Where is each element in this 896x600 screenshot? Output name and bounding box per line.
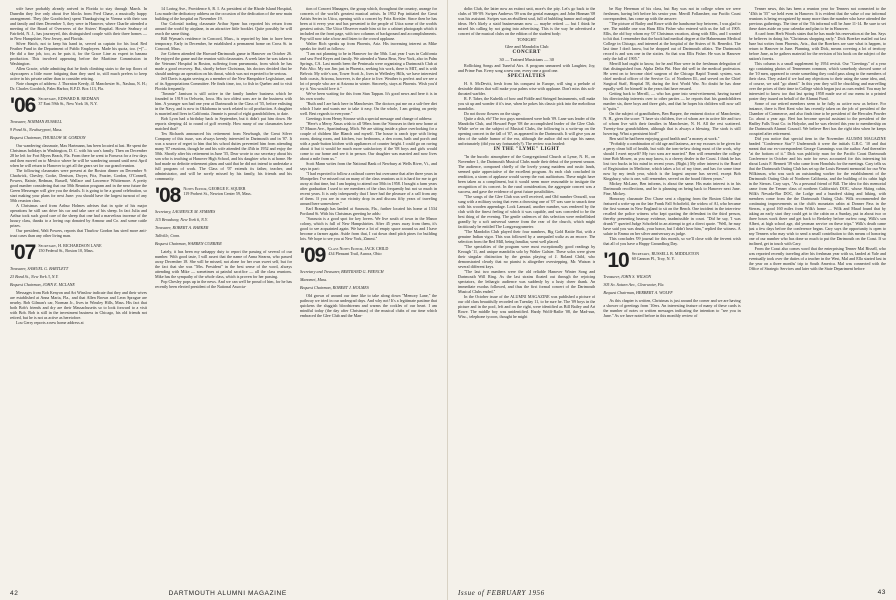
class-officer-line: 23 Bond St., New York 3, N.Y.	[10, 274, 59, 279]
left-columns	[10, 6, 437, 586]
paragraph: Rollicking Songs and Tuneful Airs. A program unmarred with Laughter, Joy, and Prime Fun. Every song a new one, every one a good one.	[458, 63, 596, 74]
paragraph: Mickey McLane, Ben informs, is about the same. His main interest is in his Dartmouth recollections, and he is planning on being back to Hanover next June. Fine, Mickey.	[603, 181, 741, 196]
paragraph: Old grown of around our time like to take along down "Memory Lane," the pathway we tried in our undergrad days. And why not! It's a legitimate pastime that quickens the sluggish bloodstream and warms the cockles of our heart. I am mindful today (the day after Christmas) of the musical clubs of our time which embraced the Glee Club and the Man-	[300, 293, 437, 318]
paragraph: Merrill had ought to know, for he and Harr were in the freshman delegation of that distinguished fran. Alpha Delta Phi. Harr did well in the medical profession. He went on to become chief surgeon of the Chicago Rapid Transit system, was chief medical officer of the Service Co. of Northern Ill., and served on the Chief Surgical Staff, Hospital 58, during the first World War. No doubt he has done equally well for himself in the years that have ensued.	[603, 61, 741, 91]
class-officer-line: Secretary and Treasurer, BERTRAND G. FRENCH	[300, 269, 384, 274]
paragraph: Scott Mann writes from the National Bank of Newbury at Wells River, Vt., and says in part:	[300, 161, 437, 171]
paragraph: In the October issue of the ALUMNI MAGAZINE was published a picture of our old class beautifully recorded on Tuesday 11, to be sure he. The '09 boys in the picture and in the pool, left and on the right, were identified as Bill Bailey and Art Rowe. The middle boy was unidentified. Hardy Wolff-Bailie '08, the Mad-sun, Wisc., telephone tycoon, thought he might	[458, 293, 596, 319]
class-year-header	[10, 243, 147, 262]
centered-heading: SPECIALTIES	[507, 74, 546, 80]
paragraph: Allen Gracie, while admitting that he finds climbing stairs to the top floors of skyscrapers a little more fatiguing than they used to, still much prefers to keep active in his private rather than to consider retiring.	[10, 66, 147, 81]
right-page	[448, 0, 896, 600]
paragraph: This concludes '09 journal for this month, so we'll close with the fervent wish that all of you have a Happy Groundhog Day.	[603, 236, 741, 246]
paragraph: We've been waiting for this from Stan Tappan. It's good news and here it is in his own words:	[300, 91, 437, 101]
secretary-address: 119 Probert St., Newton Center 59, Mass.	[183, 191, 252, 196]
class-officer-line: 115 Broadway, New York 6, N.Y.	[155, 217, 208, 222]
paragraph: A card from Herb Woods states that he has made his reservation at the Inn. Says he believes in doing his "Christmas shopping early." Dick Boerker mailed out last June but writes from Phoenix, Ariz., that the Boerkers are sure what is happen, to return to Hanover in June. Planning, with Dick, means covering a lot of territory before June, as he gathers material for the revision of his book on the subject of the nation's forests.	[748, 31, 886, 61]
class-officer-line: Bequest Chairman, THURLOW M. GORDON	[10, 135, 86, 140]
class-officer-line: Manomet, Mass.	[300, 277, 328, 282]
paragraph: be Ray Hereman of his class, but Ray was not in college when we were freshmen, having left before his senior year. Merrill Follansbee, our Pacific Coast correspondent, has come up with the answer:	[603, 6, 741, 21]
class-officer-line: Secretary, LAURENCE M. SYMMES	[155, 209, 216, 214]
right-column-3	[749, 6, 886, 586]
paragraph: H. S. McDevitt, fresh from his conquest in Europe, will sing a prelude of desirable ditties that will make your palms wise with applause. Don't miss this soft-throated warbler.	[458, 80, 596, 96]
paragraph: wife have probably already arrived in Florida to stay through March. In Dunedin they live only about five blocks from Fred Chase, a musically happy arrangement. They (the Goodriches) spent Thanksgiving in Vienna with their son and family and then December 5, they were in Hanover, where Charlie attended a meeting of the Board of Overseers of the Sisters' Hospital. Howie Seabury of Fairfield, N. J., has journeyed, this distinguished couple with their three homes — in New Hampshire, New Jersey, and Florida.	[10, 6, 147, 41]
paragraph: Greetings from Henry Strouse with a special message and change of address:	[306, 116, 433, 121]
page-number-right: 43	[877, 589, 886, 596]
class-year-numeral: '08	[155, 184, 181, 207]
paragraph: Quite a dish, eh? The two guys mentioned were both '09. Lane was leader of the Mandolin Club, and Howard Pope '08 the accomplished leader of the Glee Club. While we're on the subject of Musical Clubs, the following is a write-up on the opening concert in the fall of '07, as appeared in the Dartmouth. It will give you an idea of the subtle humor of the era, although the author did not sign his name, unfortunately (did you say fortunately?). The review was headed:	[458, 115, 596, 146]
paragraph: Bill Wyman's residence in Concord, Mass., is reported by him to have been temporary. Early in December, he established a permanent home on Cross St. in Concord, Mass.	[155, 36, 292, 51]
paragraph: As this chapter is written, Christmas is just around the corner and we are having a shower of greetings from '10ers. An interesting feature of many of these cards is the number of notes or written messages indicating the intention to "see you in June." As we have noted before in this monthly review of	[603, 298, 741, 318]
secretary-name: Secretary, EDWARD B. REDMAN	[38, 96, 100, 101]
class-year-header	[155, 186, 292, 205]
right-footer	[458, 589, 886, 597]
right-column-1	[458, 6, 595, 586]
class-year-numeral: '10	[603, 249, 629, 272]
paragraph: Our wandering classmate, Max Hartmann, has been located at last. He spent the Christmas holidays in Washington, D. C. with his son's family. Then on December 28 he left for Fort Myers Beach, Fla. From there he went to Fonseca for a few days and then moved on to Mexico where he will be wandering around until next April when he will return to Hanover to get all the gears set for our grand reunion.	[10, 143, 147, 168]
paragraph: Note changes of address: J. Thornton Keedy, 41 Manchester St., Nashua, N. H.; Dr. Charles Goodrich, Palm Harbor, R.F.D. Box 113, Fla.	[10, 81, 147, 91]
paragraph: Pop Chesley pops up in the news. And we can well be proud of him, for he has recently been elected president of the National Associa-	[155, 279, 292, 289]
paragraph: Tenner news, this has been a reunion year for Tenners not connected to the "45th in '55" we held even in Hanover. It is evident that the value of our informal reunions is being recognized by many more than the number who have attended the previous gatherings. The time of the 7th informal will be June 11-14. Be sure to set these dates aside on your calendar and plan to be in Hanover.	[748, 6, 886, 31]
paragraph: Bob Lyon had a birthday back in September, but it didn't put him down. He reports sleeping 44 to round of golf recently. How many of our classmates have matched that?	[155, 116, 292, 131]
paragraph: Lately, it has been my unhappy duty to report the passing of several of our number. With good taste, I will assert that the name of Anna Stearns, who passed away December 18. She will be missed, not alone for her own sweet self, but for the fact that she was "Mrs. President" in the best sense of the word, always attending with Mike — sometimes at painful sacrifice — all the class reunions. Mike has the sympathy of the whole class, which is proven for her passing.	[155, 249, 292, 279]
paragraph: Lou Gerry reports a new home address at	[16, 320, 84, 325]
secretary-address: 37 East 59th St., New York 16, N.Y.	[38, 101, 98, 106]
paragraph: "Probably a combination of old age and laziness, are my excuses to be given for a perry clean bill of health, but with the tom-in-law doing most of the work, why should I exert myself? My two sons are married." Ben will remember the college time Bob Mower, as you may know, is a cheery dealer in the Coast. I think he has lost two bucks in his mind in recent years. (Right.) My other interest is the Board of Registration in Medicine, which takes a lot of my time, and has for some time now by my tenth year, which is the largest anyone has served, except Bob Kingsbury, who is one, will remember, served on the board fifteen years."	[603, 141, 741, 181]
class-officer-line: Tallville, Conn.	[155, 233, 181, 238]
paragraph: Do not throw flowers on the stage.	[464, 110, 521, 116]
class-year-numeral: '07	[10, 241, 36, 264]
class-officer-line: Bequest Chairman, JOHN E. MCLANE	[10, 282, 75, 287]
secretary-name: Class Notes Editor, JACK CHILD	[328, 246, 389, 251]
magazine-title: DARTMOUTH ALUMNI MAGAZINE	[168, 590, 287, 597]
paragraph: "The picture of Bailey and Rowe with the handsome boy between, I was glad to see. The middle one was Hans Ellis Fisher who entered with us the fall of 1905. Ellis, the old boy whom my '07 Christmas vacation, along with Ellis, and I wanted to hit that. I remember that the book had medical degree at the Hahnemann Medical College in Chicago, and interned at the hospital of the Sisters of St. Benedict. The last time I don't know, but he dropped out of Dartmouth affairs. The Dartmouth record is and was one in the sixties. So that was Ellis Fisher. He was in Hanover only the fall of 1905."	[603, 21, 741, 61]
issue-date: Issue of FEBRUARY 1956	[458, 589, 545, 597]
paragraph: Our president, Walt Powers, reports that Thurlow Gordon has sired more anti-trust cases than any other living man.	[10, 228, 147, 238]
paragraph: "Sarasota is a good spot for key lovers. We live south of town in the Manor colony, which is full of New Hampshirites. After 45 years away from them, it's good to see acquainted again. We have a lot of empty space around us and I have become a farmer again. Aside from that, I cut down dead pitch pines for building lots. We hope to see you at New York, Zimmi."	[300, 216, 437, 241]
paragraph: Jeff Davis is again serving as a member of the New Hampshire Legislature, and of its Appropriations Committee. He finds time, too, to fish in Quebec and to visit Florida frequently.	[155, 76, 292, 91]
class-year-header	[300, 246, 437, 265]
paragraph: R. F. Taber, the Kubelik of bow and Fiddle and Stringed Instruments, will make you sit up and wonder if it's true, when he pokes his classic pick into the melodious mandolin.	[458, 95, 596, 111]
class-secretary-info	[183, 186, 251, 196]
right-column-2	[603, 6, 740, 586]
paragraph: "Jimmie" Jamison is still active in the family lumber business which he founded in 1919 in Oelwein, Iowa. His two oldest sons are in the business with him. A younger son had one year at Dartmouth in the Class of '55, before enlisting in the Navy, and is now in Oklahoma in work related to oil production. A daughter is married and lives in California. Jimmie is proud of eight grandchildren, to date.	[155, 91, 292, 116]
left-column-3	[300, 6, 437, 586]
paragraph: Ben said he had been enjoying good health and "a money at work."	[609, 136, 720, 141]
paragraph: Our Colonial trading classmate Arthur Spear has reported his return from around the world by airplane, in an attractive little booklet. Quite possibly he will reach the same thing.	[155, 21, 292, 36]
class-officer-line: Bequest Chairman, HERBERT A. WOLFF	[603, 290, 673, 295]
paragraph: A Christmas card from Arthur Holmes advises that in spite of his major operations he still can drive his car and take care of his sheep. In fact Julia and Arthur took such good care of the sheep that one had a marvelous increase of the luxury class, thanks to a loving cup donated by Armour and Co. and some cattle prizes.	[10, 203, 147, 228]
left-footer	[10, 590, 437, 597]
class-secretary-info	[38, 96, 99, 106]
paragraph: "The specialties of the program were most exceptionally good readings by Keough '11, and unique mandolin solo by Walter Galster. These solos were given their singular distinction by the genius playing of J. Roland Child, who demonstrated clearly that no pianist is altogether overstepping. Mr. Watson is several different keys.	[458, 243, 596, 269]
class-officer-line: Treasurer, SAMUEL G. BARTLETT	[10, 266, 69, 271]
paragraph: The following classmates were present at the Boston dinner on December 9: Chadwick, Chesley, Cooke, Denison, Dwyer, Fitz, Frazier, Gordon, O'Connell, Powers, Rainie, Redman, Russell, Wallace and Lawrence Whittemore. A pretty good number considering that our 50th Reunion program and in the near future the Green Messenger will give you the details. It is going to be a grand celebration, so start making your plans for next June: you should have the largest turnout of any 50th reunion class.	[10, 168, 147, 203]
centered-line: 30 — Trained Musicians — 30	[499, 56, 554, 62]
class-officer-line: Treasurer, NORMAN RUSSELL	[10, 119, 62, 124]
paragraph: This column is a small supplement by 1954 revisit. Our "Greetings" of a year ago containing photos of Tennermen common, which somebody showed some of the '10 men, appeared to create something they could pass along to the members of their class. They asked if we had any objections to their using the same idea, and, of course, we said "go ahead." In this year they will be chuckling and marvelling over the prices of their time in College which began just as ours ended. You may be interested to know too that last spring 1958 made use of our menu in a printed poster they issued on behalf of the Alumni Fund.	[748, 61, 886, 101]
paragraph: On the subject of grandfathers, Ben Burpee, the eminent doctor of Manchester, N. H., gives the score: "I have six children, five of whom are in active life and two of whom live with their families in Manchester, N. H. All the rest scattered. Twenty-four grandchildren, although that is always a blessing. The stork is still hovering. What a persistent bird!"	[603, 111, 741, 136]
class-officer-line: Bequest Chairman, WARREN CURRIER	[155, 241, 222, 246]
secretary-name: Notes Editor, GEORGE E. SQUIER	[183, 186, 246, 191]
paragraph: Getting back to Merrill, — who has gone into semi-retirement, having turned his directorship interests over to other parties — he reports that his grandchildren number six, three boys and three girls, and that he hopes his children will now call it "quits."	[603, 91, 741, 111]
paragraph: Did you notice that special item in the November ALUMNI MAGAZINE headed "Conference Star"? Underneath it were the initials G.R.C. '10 and that meant that our ex-correspondent George Cummings was the author. And thereafter "at the bottom of it." Dick was publicity man for the Pacific Coast Dartmouth Conference in October and his note for news accounted for this interesting bit about Louis F. Bennett '39 who came from Honolulu for the meetings. Cary tells us that the Dartmouth Outing Club has set up the Louis Bennett memorial for our Wm Wilkinson, who was such an outstanding worker for the establishment of the Dartmouth Outing Club of Northern California, and the building of its cabin high in the Sierras. Cary says, "As a personal friend of Bill. The idea for this memorial came from the Tenner class of northern California's DOC, whose Skiing cabin, Wilk's Nevada-Bar DOC, the Lodge and a hundred skiing and hiking, with members come from the the Dartmouth Outing Club. Wilk recommended the continuing improvements as the club's mountain cabin at Donner Pass in the Sierras, a good 160 miles from Wilk's home — Wilk and Maud found that by taking an early start they could get to the cabin on a Sunday, put in about two or three hours work there and get back to Berkeley before curfew rang. Wilk's son Albert, at high school age, did yeoman service on these trips." Wilk's death came just a few days before the conference began. Cary says the opportunity is open to any Tenners who may wish to send a small contribution to this means of honoring one of our number who has done so much to put the Dartmouth on the Coast. If so inclined, get in touch with Cary.	[748, 136, 886, 246]
paragraph: Tex Richards announced his retirement from Newburgh, the Great Silver Company of this issue, was always keenly interested in Dartmouth and in '07. It was a source of regret to him that his school duties prevented him from attending many '07 reunions, though he and his wife attended the 45th in 1952 and enjoy the 50th. Shortly after his retirement in June '55, Dear wrote to our secretary about his son who is teaching at Hanover High School, and his daughter who is at home. He had made no definite retirement plans and said that he did not intend to undertake a full program of work. The Class of '07 extends its father, teacher, and administrator, and will be sorely missed by his family, his friends and his community.	[155, 131, 292, 181]
paragraph: Walter Rich speaks up from Phoenix, Ariz. His increasing interest as Mike speaks for itself as follows:	[300, 41, 437, 51]
class-officer-line: Bequest Chairman, ROBERT J. HOLMES	[300, 285, 369, 290]
paragraph: "In the bucolic atmosphere of the Congregational Church at Lyme, N. H., on November 1, the Dartmouth Musical Clubs made their debut of the present season. The audience, composed chiefly of the lovely young maidens and rustic lands, seemed quite appreciative of the excellent program. As each club concluded its rendition, a storm of applause would sweep the vast auditorium. These might have been taken as a compliment, but it would seem more reasonable to instigate the recognition of its concert. In the rural consideration, the aggregate concert was a success, and gave the evidence of great future possibilities.	[458, 153, 596, 194]
paragraph: Some of our retired members seem to be fully as active now as before. For instance, there is Bert Kent who has recently taken on the job of president of the Chamber of Commerce, and also finds time to be president of the Hercules Powder Co. about a year ago. Bert has become special assistant to the president of the Hadley Falls Trust Co. in Holyoke, and he was elected this year to membership on the Dartmouth Alumni Council. We believe Bert has the right idea when he keeps occupied after retirement.	[748, 101, 886, 136]
paragraph: "The songs of the Glee Club was well received, and Old number Orawall, was sung with a military swing that even a drowsing one of '07 was sure to smack time with his wooden appendage. Lock Lamoad, another number, was rendered by the club with the finest feeling of which it was capable, and was conceded to be the best thing of the evening. The gentle cadences of this selection were embellished grandly by a soft universal sneeze from the rear of the church, which might factitiously be entitled The Longyawgrumeter.	[458, 193, 596, 229]
class-secretary-info	[38, 243, 101, 253]
paragraph: "I am not planning to be in Hanover for the 50th. Last year I was in California and saw Fred Keyes and family. We attended a Yuma Bear, New York, also in Palm Springs, CA. Last month been the Peninsula were organizing a Dartmouth Club at Palo Alto. My son Jim just in Phoenix, seeking his work, there is MIT, and is with Belvoir. My wife's son, Tower Scott Jr., lives in Wellesley Hills, we have interested both coasts, Arizona, however, is the place to live. Weather is perfect and we see a lot of people who are at Arizona in winter. Sincerely, stays at Phoenix. Wish you'd try it. You would love it."	[300, 51, 437, 91]
centered-heading: IN THE "LYME" LIGHT	[493, 146, 560, 152]
paragraph: "The last two numbers were the old reliable Hanover Winter Song and Dartmouth Will Ring. As the last strains floated out through the rejoicing spectators, the lethargic audience was suddenly by a lusty cheer thank. An immediate exodus followed, and thus the first formal concert of the Dartmouth Musical Clubs ended."	[458, 268, 596, 294]
class-secretary-info	[328, 246, 388, 256]
class-secretary-info	[632, 251, 699, 261]
class-officer-line: Treasurer, JOHN S. WILSON	[603, 274, 652, 279]
paragraph: "I had expected to follow a railroad career but overcame that after three years in Montpelier. I've missed out on many of the class reunions as it is hard for me to get away at that time, but I am hoping to attend our 50th in 1958. I bought a farm years after graduation I used to see members of the class frequently but not so much in recent years. It is only infrequently that I have had the pleasure of a call from any of them. If you are in our vicinity drop in and discuss fifty years of traveling around here somewhere."	[300, 171, 437, 206]
centered-line: Glee and Mandolin Club	[504, 43, 549, 49]
secretary-address: 60 Cannon Pl., Troy, N. Y.	[631, 256, 675, 261]
class-year-numeral: '06	[10, 94, 36, 117]
paragraph: tion of Concert Managers, the group which, throughout the country, arrange for concerts of the world's greatest musical artists. In 1952 Pop initiated the Great Artists Series in Utica, opening with a concert by Fritz Kreisler. Since then he has been at it every year and has presented to the people of Utica some of the worlds greatest artists. The Utica Observer made him sit for a cabinet photograph which it included on the front page, with two columns of background and accomplishments. Pop will now take a bow and listen to the crowd applause.	[300, 6, 437, 41]
paragraph: Honorary classmate Doc Chase sent a clipping from the Boston Globe that featured a write-up on the late Frank Fall Schofield, the widow of Al, who became the first woman in New England to sit on the Bench. One incident in the interview recalled the police witness who kept quoting the defendant in the third person, thereby presenting hearsay evidence, inadmissible in court. "Did he say, 'I was drunk'?" queried Judge Schofield in an attempt to get a direct quote. "Well, he may have said you was drunk, your honor, but I didn't hear him," replied the witness. A salute to Emma on her silver anniversary as judge.	[603, 196, 741, 236]
class-officer-line: Treasurer, ROBERT A. BARKER	[155, 225, 209, 230]
paragraph: Joe Cobern attended the Harvard-Dartmouth game in Hanover on October 26. He enjoyed the game and the reunion with classmates. A week later he was taken to the Veterans' Hospital in Boston, suffering from pneumonia, from which he has made a good recovery. But, shortly before Christmas, his doctors decided that he should undergo an operation on his throat, which was not expected to be serious.	[155, 51, 292, 76]
left-column-1	[10, 6, 147, 586]
class-year-header	[10, 96, 147, 115]
paragraph: dolin Club, the latter now an extinct unit, more's the pity. Let's go back to the clubs of '08-'09. Swipes Andrews '09 was the genial manager, and John Hinman '08 was his assistant. Swipes was an ebullient soul, full of bubbling humor and original ideas. He's likely a staid businessman now — maybe retired — but I think he mixed his calling by not going into advertising. This is the way he advertised a concert of the musical clubs on the edition of the student body:	[458, 6, 596, 36]
class-year-numeral: '09	[300, 244, 326, 267]
secretary-name: Secretary, RUSSELL B. MIDDLETON	[631, 251, 700, 256]
page-number-left: 42	[10, 590, 19, 597]
paragraph: 14 Loring Ave., Providence 6, R. I. As president of the Rhode Island Hospital, Lou made the dedicatory address on the occasion of the dedication of the new main building of the hospital on November 19.	[155, 6, 292, 21]
centered-line: TONIGHT	[516, 37, 537, 42]
class-year-header	[603, 251, 740, 270]
class-officer-line: 305 So. Saturn Ave., Clearwater, Fla.	[603, 282, 665, 287]
left-column-2	[155, 6, 292, 586]
centered-heading: CONCERT	[512, 50, 541, 56]
paragraph: Earl Branagh has landed at Sarasota, Fla., further located his home at 1534 Portland St. With his Christmas greeting he adds:	[300, 206, 437, 216]
secretary-address: 434 Pleasant Trail, Aurora, Ohio	[328, 251, 382, 256]
paragraph: From the Coast also comes word that the enterprising Tenner Mal Bissell, who was reported recently traveling after his freshman year with us, landed at Yale and eventually took over the duties of a teacher in the West, Mal and Ella started last in the year on a three months' trip to South America. Mal was connected with the Office of Strategic Services and later with the State Department before	[748, 246, 886, 271]
paragraph: Silver Hatch, not to keep his hand in, served as captain for his local Red Feather Fund in the Department of Public Employees. Made his quota, too. (=)"... He did a fine job, too, as he puts it, for the Grace Line as expert in banana production. This involved appearing before the Maritime Commission in Washington.	[10, 41, 147, 66]
secretary-name: Secretary, H. RICHARDSON LANE	[38, 243, 102, 248]
secretary-address: 150 Federal St., Boston 10, Mass.	[38, 248, 94, 253]
paragraph: "Ruth and I are back here in Manchester. The doctors put me on a salt-free diet which I hate and wants me to take it easy. On the whole, I am getting on pretty well. Best regards to everyone."	[300, 101, 437, 116]
paragraph: "Here's a Merry Xmas wish to all '08ers from the 'Strouses in their new home at 57 Mason Ave., Spartinsburg, Mich. We are sitting inside a place overlooking for a couple of children like Blanch and myself. The house is ranch type with living room, dining room, and kitchen, two bedrooms, a den room, bath and porch and with a push-button kitchen with appliances of counter height. I could go on raving about it but it would be much more satisfactory if the '08 boys and girls would come to our home and see it in person. Our daughter was married and now lives about a mile from us."	[300, 121, 437, 161]
paragraph: Messages from Bob Kenyon and Art Winslow indicate that they and their wives are established at Anna Maria, Fla., and that Allen Brown and Leon Sprague are nearby. Bob Gilman's car, Norman Jr., lives in Winsley Hills, Mass. His fact that both Bob's friends and dry are their Massachusetts so to look forward to a visit with Bob. Bob is still in the investment business in Chicago, his old friends not retired, but he is not as active as heretofore.	[10, 290, 147, 320]
right-columns	[458, 6, 886, 586]
class-officer-line: 9 Pond St., Newburyport, Mass.	[10, 127, 63, 132]
paragraph: "The Mandolin Club played their four numbers, Big Gold Rattie Rat, with a genuine Indian vigor. This was followed by a unequaled waltz as an encore. The selection from the Red Mill, being familiar, went well placed.	[458, 228, 596, 244]
